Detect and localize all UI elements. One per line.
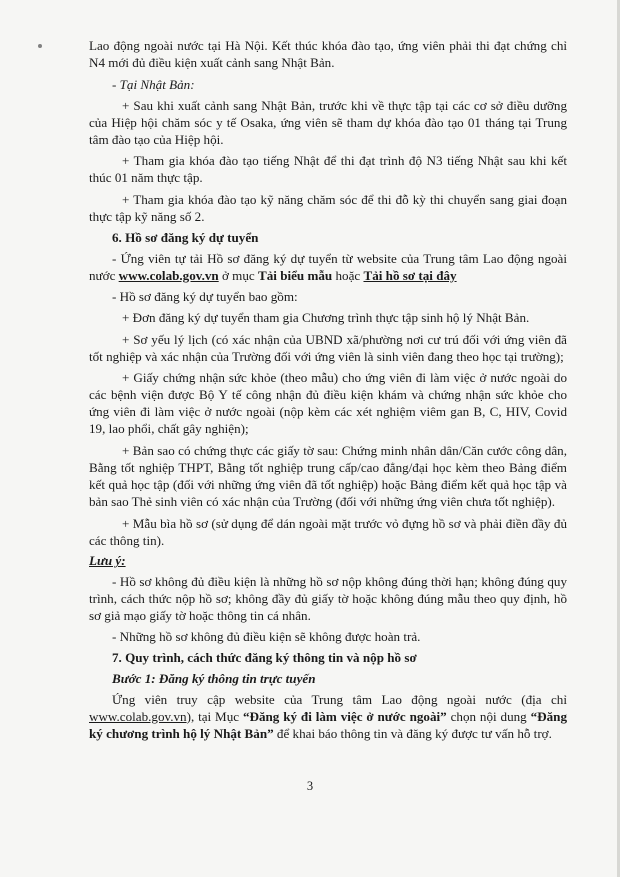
colab-link[interactable]: www.colab.gov.vn [118, 267, 219, 283]
note-ineligible: - Hồ sơ không đủ điều kiện là những hồ sơ nộp không đúng thời hạn; không đúng quy trình, cách thức nộp hồ sơ; không đầy đủ giấy tờ hoặc không đúng mẫu theo quy định, hồ sơ giả mạo giấy tờ hoặc thông tin cá nhân. [89, 574, 567, 624]
note-heading: Lưu ý: [89, 553, 126, 569]
paragraph-japan-1: + Sau khi xuất cảnh sang Nhật Bản, trước khi về thực tập tại các cơ sở điều dưỡng của Hiệp hội chăm sóc y tế Osaka, ứng viên sẽ tham dự khóa đào tạo 01 tháng tại Trung tâm đào tạo của Hiệp hội. [89, 97, 567, 147]
overseas-work-section: “Đăng ký đi làm việc ở nước ngoài” [242, 708, 447, 724]
document-item-application: + Đơn đăng ký dự tuyển tham gia Chương trình thực tập sinh hộ lý Nhật Bản. [122, 309, 530, 325]
paragraph-download-forms [89, 251, 567, 285]
subheading-in-japan: - Tại Nhật Bản: [112, 76, 195, 92]
download-text-3: hoặc [332, 267, 364, 283]
document-item-cover: + Mẫu bìa hồ sơ (sử dụng để dán ngoài mặt trước vỏ đựng hồ sơ và phải điền đầy đủ các thông tin). [89, 515, 567, 548]
registration-text-2: ), tại Mục [186, 708, 243, 724]
registration-text-3: chọn nội dung [446, 708, 531, 724]
scan-dot [38, 44, 42, 48]
download-text-2: ở mục [218, 267, 258, 283]
document-item-health: + Giấy chứng nhận sức khỏe (theo mẫu) cho ứng viên đi làm việc ở nước ngoài do các bệnh viện được Bộ Y tế công nhận đủ điều kiện khám và chứng nhận sức khỏe cho ứng viên đi làm việc ở nước ngoài (nộp kèm các xét nghiệm viêm gan B, C, HIV, Covid 19, lao phổi, chất gây nghiện); [89, 370, 567, 437]
note-not-returned: - Những hồ sơ không đủ điều kiện sẽ không được hoàn trả. [112, 629, 421, 645]
nursing-program-option: “Đăng ký chương trình hộ lý Nhật Bản” [89, 708, 568, 741]
section-7-title: 7. Quy trình, cách thức đăng ký thông tin và nộp hồ sơ [112, 650, 417, 665]
document-item-certified-copies: + Bản sao có chứng thực các giấy tờ sau: Chứng minh nhân dân/Căn cước công dân, Bằng tốt nghiệp THPT, Bằng tốt nghiệp trung cấp/cao đẳng/đại học kèm theo Bảng điểm kết quả học tập (đối với những ứng viên đã tốt nghiệp) hoặc Bảng điểm kết quả học tập và bản sao Thẻ sinh viên có xác nhận của Trường (đối với những ứng viên chưa tốt nghiệp). [89, 443, 567, 509]
download-text-1: - Ứng viên tự tải Hồ sơ đăng ký dự tuyển từ website của Trung tâm Lao động ngoài nước [89, 250, 567, 283]
paragraph-japan-3: + Tham gia khóa đào tạo kỹ năng chăm sóc để thi đỗ kỳ thi chuyển sang giai đoạn thực tập kỹ năng số 2. [89, 192, 567, 225]
colab-link-2[interactable]: www.colab.gov.vn [89, 708, 187, 724]
section-6-title: 6. Hồ sơ đăng ký dự tuyển [112, 230, 259, 246]
paragraph-documents-intro: - Hồ sơ đăng ký dự tuyển bao gồm: [112, 288, 298, 304]
registration-text-4: để khai báo thông tin và đăng ký được tư vấn hỗ trợ. [273, 725, 552, 741]
forms-section-label: Tải biểu mẫu [258, 267, 333, 283]
download-here-link[interactable]: Tải hồ sơ tại đây [363, 267, 457, 283]
paragraph-japan-2: + Tham gia khóa đào tạo tiếng Nhật để thi đạt trình độ N3 tiếng Nhật sau khi kết thúc 01 năm thực tập. [89, 153, 567, 186]
page-content [89, 38, 567, 748]
paragraph-online-registration [89, 692, 567, 743]
step-1-title: Bước 1: Đăng ký thông tin trực tuyến [112, 670, 316, 686]
registration-text-1: Ứng viên truy cập website của Trung tâm Lao động ngoài nước (địa chỉ [112, 691, 567, 707]
page-number: 3 [306, 779, 314, 793]
paragraph-training-end: Lao động ngoài nước tại Hà Nội. Kết thúc khóa đào tạo, ứng viên phải thi đạt chứng chỉ N4 mới đủ điều kiện xuất cảnh sang Nhật Bản. [89, 38, 567, 70]
document-item-cv: + Sơ yếu lý lịch (có xác nhận của UBND xã/phường nơi cư trú đối với ứng viên đã tốt nghiệp và xác nhận của Trường đối với ứng viên là sinh viên đang theo học tại trường); [89, 331, 567, 364]
